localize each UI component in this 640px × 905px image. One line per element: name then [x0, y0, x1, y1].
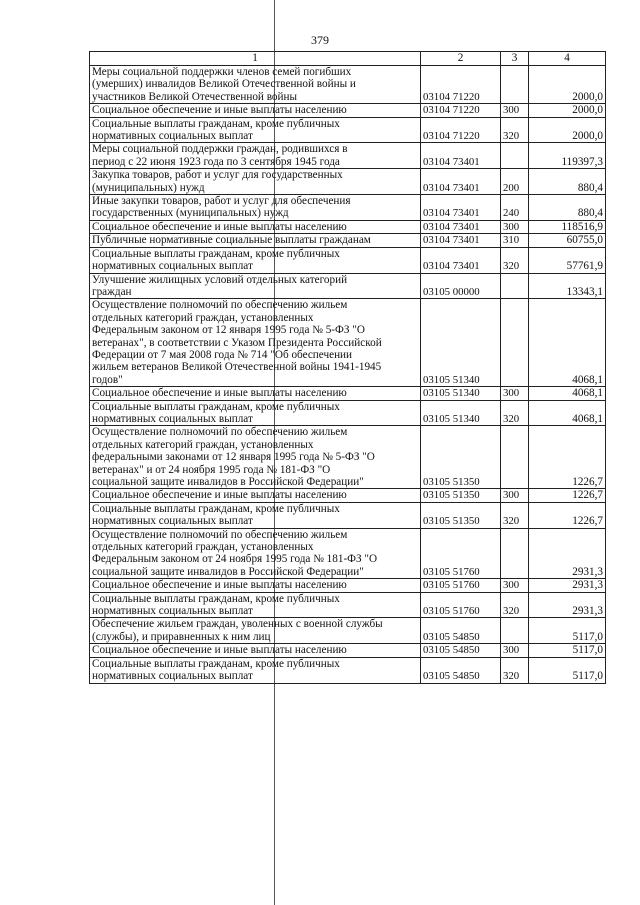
- column-header-type: 3: [501, 52, 529, 66]
- row-name: Социальные выплаты гражданам, кроме публичных нормативных социальных выплат: [90, 502, 421, 528]
- row-name: Осуществление полномочий по обеспечению жильем отдельных категорий граждан, установленных федеральными законами от 12 января 1995 года № 5-ФЗ "О ветеранах" и от 24 ноября 1995 года № 181-ФЗ "О социальной защите инвалидов в Российской Федерации": [90, 426, 421, 489]
- table-row: [90, 657, 606, 683]
- row-amount: 5117,0: [529, 644, 606, 657]
- row-amount: 2000,0: [529, 104, 606, 117]
- row-expense-type: [501, 299, 529, 387]
- row-name: Осуществление полномочий по обеспечению жильем отдельных категорий граждан, установленных Федеральным законом от 24 ноября 1995 года № 181-ФЗ "О социальной защите инвалидов в Российской Федерации": [90, 528, 421, 579]
- column-header-amount: 4: [529, 52, 606, 66]
- row-expense-type: 320: [501, 657, 529, 683]
- row-name: Закупка товаров, работ и услуг для государственных (муниципальных) нужд: [90, 169, 421, 195]
- table-row: [90, 489, 606, 502]
- row-expense-type: 300: [501, 387, 529, 400]
- row-amount: 5117,0: [529, 657, 606, 683]
- row-code: 03104 71220: [421, 104, 501, 117]
- row-amount: 880,4: [529, 195, 606, 221]
- row-code: 03104 71220: [421, 117, 501, 143]
- row-code: 03104 73401: [421, 247, 501, 273]
- row-amount: 2000,0: [529, 66, 606, 104]
- row-amount: 57761,9: [529, 247, 606, 273]
- table-row: [90, 592, 606, 618]
- table-row: [90, 528, 606, 579]
- row-name: Социальные выплаты гражданам, кроме публичных нормативных социальных выплат: [90, 657, 421, 683]
- row-code: 03105 51340: [421, 387, 501, 400]
- row-amount: 4068,1: [529, 387, 606, 400]
- row-amount: 60755,0: [529, 234, 606, 247]
- row-name: Публичные нормативные социальные выплаты гражданам: [90, 234, 421, 247]
- row-name: Иные закупки товаров, работ и услуг для обеспечения государственных (муниципальных) нужд: [90, 195, 421, 221]
- row-amount: 1226,7: [529, 502, 606, 528]
- table-row: [90, 234, 606, 247]
- row-expense-type: [501, 618, 529, 644]
- row-name: Осуществление полномочий по обеспечению жильем отдельных категорий граждан, установленных Федеральным законом от 12 января 1995 года № 5-ФЗ "О ветеранах", в соответствии с Указом Президента Российской Федерации от 7 мая 2008 года № 714 "Об обеспечении жильем ветеранов Великой Отечественной войны 1941-1945 годов": [90, 299, 421, 387]
- row-expense-type: 310: [501, 234, 529, 247]
- row-amount: 2931,3: [529, 579, 606, 592]
- page-number: 379: [311, 33, 329, 47]
- row-expense-type: 300: [501, 579, 529, 592]
- row-amount: 2931,3: [529, 592, 606, 618]
- row-expense-type: 300: [501, 644, 529, 657]
- row-code: 03104 73401: [421, 220, 501, 233]
- table-row: [90, 195, 606, 221]
- row-code: 03104 73401: [421, 169, 501, 195]
- table-row: [90, 502, 606, 528]
- table-row: [90, 117, 606, 143]
- row-expense-type: [501, 143, 529, 169]
- row-name: Социальные выплаты гражданам, кроме публичных нормативных социальных выплат: [90, 400, 421, 426]
- row-code: 03105 51760: [421, 592, 501, 618]
- row-expense-type: 300: [501, 220, 529, 233]
- row-amount: 5117,0: [529, 618, 606, 644]
- row-name: Социальное обеспечение и иные выплаты населению: [90, 489, 421, 502]
- row-name: Меры социальной поддержки граждан, родившихся в период с 22 июня 1923 года по 3 сентября 1945 года: [90, 143, 421, 169]
- row-code: 03105 51340: [421, 299, 501, 387]
- row-amount: 4068,1: [529, 299, 606, 387]
- row-code: 03105 54850: [421, 657, 501, 683]
- table-row: [90, 220, 606, 233]
- row-name: Социальное обеспечение и иные выплаты населению: [90, 579, 421, 592]
- row-expense-type: 320: [501, 592, 529, 618]
- row-code: 03104 73401: [421, 195, 501, 221]
- row-name: Социальное обеспечение и иные выплаты населению: [90, 220, 421, 233]
- row-code: 03104 73401: [421, 143, 501, 169]
- table-row: [90, 169, 606, 195]
- row-amount: 1226,7: [529, 426, 606, 489]
- table-row: [90, 247, 606, 273]
- row-name: Социальное обеспечение и иные выплаты населению: [90, 644, 421, 657]
- table-row: [90, 579, 606, 592]
- row-name: Социальные выплаты гражданам, кроме публичных нормативных социальных выплат: [90, 592, 421, 618]
- row-amount: 2000,0: [529, 117, 606, 143]
- table-row: [90, 618, 606, 644]
- table-row: [90, 299, 606, 387]
- table-row: [90, 426, 606, 489]
- row-name: Обеспечение жильем граждан, уволенных с военной службы (службы), и приравненных к ним лиц: [90, 618, 421, 644]
- row-expense-type: 320: [501, 247, 529, 273]
- row-code: 03104 71220: [421, 66, 501, 104]
- table-row: [90, 273, 606, 299]
- row-code: 03105 51340: [421, 400, 501, 426]
- row-code: 03104 73401: [421, 234, 501, 247]
- row-expense-type: 320: [501, 400, 529, 426]
- table-row: [90, 104, 606, 117]
- row-expense-type: [501, 528, 529, 579]
- table-body: [90, 66, 606, 684]
- row-name: Социальное обеспечение и иные выплаты населению: [90, 387, 421, 400]
- row-amount: 1226,7: [529, 489, 606, 502]
- row-expense-type: [501, 66, 529, 104]
- row-expense-type: [501, 273, 529, 299]
- row-name: Социальные выплаты гражданам, кроме публичных нормативных социальных выплат: [90, 117, 421, 143]
- row-amount: 880,4: [529, 169, 606, 195]
- row-expense-type: 300: [501, 489, 529, 502]
- table-row: [90, 644, 606, 657]
- row-amount: 13343,1: [529, 273, 606, 299]
- budget-table: [89, 51, 606, 684]
- row-expense-type: 200: [501, 169, 529, 195]
- row-code: 03105 54850: [421, 644, 501, 657]
- row-expense-type: 320: [501, 117, 529, 143]
- row-name: Улучшение жилищных условий отдельных категорий граждан: [90, 273, 421, 299]
- row-expense-type: [501, 426, 529, 489]
- row-code: 03105 51760: [421, 528, 501, 579]
- row-amount: 4068,1: [529, 400, 606, 426]
- row-expense-type: 300: [501, 104, 529, 117]
- row-name: Социальные выплаты гражданам, кроме публичных нормативных социальных выплат: [90, 247, 421, 273]
- row-code: 03105 00000: [421, 273, 501, 299]
- table-row: [90, 143, 606, 169]
- row-code: 03105 51350: [421, 502, 501, 528]
- row-name: Меры социальной поддержки членов семей погибших (умерших) инвалидов Великой Отечественной войны и участников Великой Отечественной войны: [90, 66, 421, 104]
- table-row: [90, 400, 606, 426]
- column-header-name: 1: [90, 52, 421, 66]
- row-expense-type: 320: [501, 502, 529, 528]
- row-amount: 118516,9: [529, 220, 606, 233]
- row-code: 03105 51350: [421, 426, 501, 489]
- table-row: [90, 66, 606, 104]
- row-code: 03105 51350: [421, 489, 501, 502]
- row-code: 03105 51760: [421, 579, 501, 592]
- table-row: [90, 387, 606, 400]
- column-header-code: 2: [421, 52, 501, 66]
- row-amount: 119397,3: [529, 143, 606, 169]
- row-code: 03105 54850: [421, 618, 501, 644]
- header-row: [90, 52, 606, 66]
- row-name: Социальное обеспечение и иные выплаты населению: [90, 104, 421, 117]
- row-expense-type: 240: [501, 195, 529, 221]
- row-amount: 2931,3: [529, 528, 606, 579]
